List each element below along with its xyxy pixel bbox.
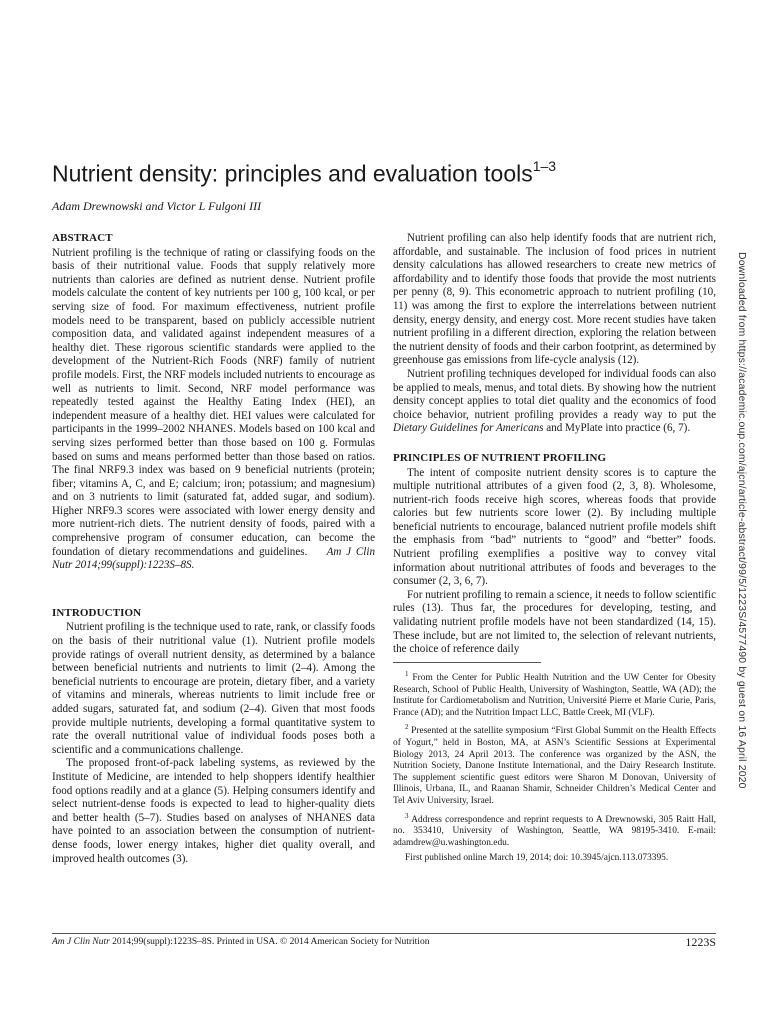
- principles-heading: PRINCIPLES OF NUTRIENT PROFILING: [393, 451, 607, 464]
- intro-paragraph: Nutrient profiling can also help identify foods that are nutrient rich, affordable, and sustainable. The inclusion of food prices in nutrient density calculations has allowed researchers to create new metrics of affordability and to identify those foods that provide the most nutrients per penny (8, 9). This econometric approach to nutrient profiling (10, 11) was among the first to explore the interrelations between nutrient density, energy density, and energy cost. More recent studies have taken nutrient profiling in a different direction, exploring the relation between the nutrient density of foods and their carbon footprint, as determined by greenhouse gas emissions from life-cycle analysis (12).: [393, 232, 716, 367]
- intro-paragraph: [393, 368, 716, 436]
- footnote: [393, 722, 716, 807]
- footnote-mark: 3: [405, 811, 409, 820]
- footer-divider: [52, 933, 716, 934]
- intro-paragraph: Nutrient profiling is the technique used to rate, rank, or classify foods on the basis of their nutritional value (1). Nutrient profile models provide ratings of overall nutrient density, as determined by a balance between beneficial nutrients and nutrients to limit (2–4). Among the beneficial nutrients to encourage are protein, dietary fiber, and a variety of vitamins and minerals, whereas nutrients to limit include free or added sugars, saturated fat, and sodium (2–4). Given that most foods provide multiple nutrients, developing a formal quantitative system to rate the overall nutritional value of individual foods poses both a scientific and a communications challenge.: [52, 621, 376, 756]
- title-footnote-marks: 1–3: [532, 158, 557, 174]
- footer-citation-text: 2014;99(suppl):1223S–8S. Printed in USA. © 2014 American Society for Nutrition: [109, 937, 430, 947]
- left-column: [52, 232, 375, 866]
- footnote-mark: 1: [405, 669, 409, 678]
- download-watermark-text: Downloaded from https://academic.oup.com/ajcn/article-abstract/99/5/1223S/4577490 by guest on 16 April 2020: [736, 252, 747, 789]
- footnote-text: From the Center for Public Health Nutrition and the UW Center for Obesity Research, School of Public Health, University of Washington, Seattle, WA (AD); the Institute for Cardiometabolism and Nutrition, Université Pierre et Marie Curie, Paris, France (AD); and the Nutrition Impact LLC, Battle Creek, MI (VLF).: [393, 672, 716, 718]
- page-number: 1223S: [685, 935, 716, 949]
- footnote-mark: 2: [405, 723, 409, 732]
- abstract-citation: Am J Clin Nutr 2014;99(suppl):1223S–8S.: [52, 545, 376, 572]
- footer-citation: [52, 937, 429, 947]
- paragraph-text: Nutrient profiling techniques developed for individual foods can also be applied to meals, menus, and total diets. By showing how the nutrient density concept applies to total diet quality and the economics of food choice behavior, nutrient profiling provides a ready way to put the: [393, 367, 716, 421]
- download-watermark: [735, 252, 749, 789]
- footnote-publication-info: First published online March 19, 2014; doi: 10.3945/ajcn.113.073395.: [405, 852, 669, 863]
- abstract-text: Nutrient profiling is the technique of rating or classifying foods on the basis of their nutritional value. Foods that supply relatively more nutrients than calories are defined as nutrient dense. Nutrient profile models calculate the content of key nutrients per 100 g, 100 kcal, or per serving size of food. For maximum effectiveness, nutrient profile models need to be transparent, based on publicly accessible nutrient composition data, and validated against independent measures of a healthy diet. These rigorous scientific standards were applied to the development of the Nutrient-Rich Foods (NRF) family of nutrient profile models. First, the NRF models included nutrients to encourage as well as nutrients to limit. Second, NRF model performance was repeatedly tested against the Healthy Eating Index (HEI), an independent measure of a healthy diet. HEI values were calculated for participants in the 1999–2002 NHANES. Models based on 100 kcal and serving sizes performed better than those based on 100 g. Formulas based on sums and means performed better than those based on ratios. The final NRF9.3 index was based on 9 beneficial nutrients (protein; fiber; vitamins A, C, and E; calcium; iron; potassium; and magnesium) and on 3 nutrients to limit (saturated fat, added sugar, and sodium). Higher NRF9.3 scores were associated with lower energy density and more nutrient-rich diets. The nutrient density of foods, paired with a comprehensive program of consumer education, can become the foundation of dietary recommendations and guidelines.: [52, 246, 375, 558]
- abstract-body: [52, 247, 375, 573]
- footnote-text: Presented at the satellite symposium “First Global Summit on the Health Effects of Yogurt,” held in Boston, MA, at ASN’s Scientific Sessions at Experimental Biology 2013, 24 April 2013. The conference was organized by the ASN, the Nutrition Society, Danone Institute International, and the Dairy Research Institute. The supplement scientific guest editors were Sharon M Donovan, University of Illinois, Urbana, IL, and Raanan Shamir, Schneider Children’s Medical Center and Tel Aviv University, Israel.: [393, 726, 716, 806]
- abstract-heading: ABSTRACT: [52, 232, 113, 244]
- dietary-guidelines-title: Dietary Guidelines for Americans: [393, 422, 544, 435]
- article-title: [52, 153, 692, 189]
- footnote-divider: [393, 662, 541, 663]
- footnote: [393, 669, 716, 720]
- footnote-text: Address correspondence and reprint requests to A Drewnowski, 305 Raitt Hall, no. 353410, University of Washington, Seattle, WA 98195-3410. E-mail: adamdrew@u.washington.edu.: [393, 814, 716, 848]
- principles-paragraph: For nutrient profiling to remain a science, it needs to follow scientific rules (13). Thus far, the procedures for developing, testing, and validating nutrient profile models have not been standardized (14, 15). These include, but are not limited to, the selection of relevant nutrients, the choice of reference daily: [393, 588, 716, 656]
- journal-name: Am J Clin Nutr: [52, 937, 110, 947]
- introduction-heading: INTRODUCTION: [52, 606, 142, 619]
- intro-paragraph: The proposed front-of-pack labeling systems, as reviewed by the Institute of Medicine, are intended to help shoppers identify healthier food options readily and at a glance (5). Helping consumers identify and select nutrient-dense foods is expected to lead to higher-quality diets and better health (5–7). Studies based on analyses of NHANES data have pointed to an association between the consumption of nutrient-dense foods, lower energy intakes, higher diet quality overall, and improved health outcomes (3).: [52, 757, 375, 865]
- right-column: [393, 232, 716, 867]
- paragraph-text: and MyPlate into practice (6, 7).: [543, 422, 691, 435]
- principles-paragraph: The intent of composite nutrient density scores is to capture the multiple nutritional attributes of a given food (2, 3, 8). Wholesome, nutrient-rich foods receive high scores, whereas foods that provide calories but few nutrients score lower (2). By including multiple beneficial nutrients to encourage, balanced nutrient profile models shift the emphasis from “bad” nutrients to “good” and “better” foods. Nutrient profiling exemplifies a positive way to convey vital information about nutritional attributes of foods and beverages to the consumer (2, 3, 6, 7).: [393, 466, 716, 588]
- footnote: [393, 811, 716, 850]
- author-list: Adam Drewnowski and Victor L Fulgoni III: [52, 199, 262, 213]
- article-title-text: Nutrient density: principles and evaluation tools: [52, 160, 533, 187]
